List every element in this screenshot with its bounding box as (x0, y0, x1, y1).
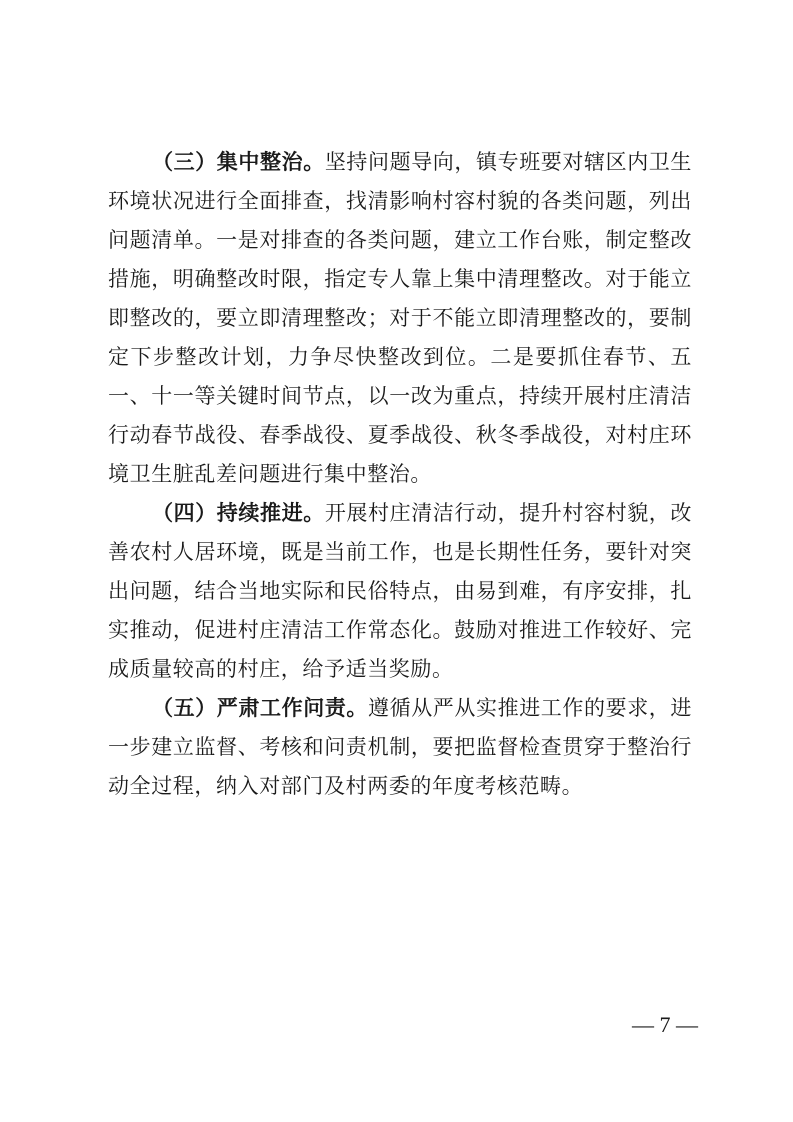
paragraph-concentrated-rectification (108, 143, 692, 494)
paragraph-text: 遵循从严从实推进工作的要求，进一步建立监督、考核和问责机制，要把监督检查贯穿于整治行动全过程，纳入对部门及村两委的年度考核范畴。 (108, 696, 692, 798)
paragraph-text: 坚持问题导向，镇专班要对辖区内卫生环境状况进行全面排查，找清影响村容村貌的各类问题，列出问题清单。一是对排查的各类问题，建立工作台账，制定整改措施，明确整改时限，指定专人靠上集中清理整改。对于能立即整改的，要立即清理整改；对于不能立即清理整改的，要制定下步整改计划，力争尽快整改到位。二是要抓住春节、五一、十一等关键时间节点，以一改为重点，持续开展村庄清洁行动春节战役、春季战役、夏季战役、秋冬季战役，对村庄环境卫生脏乱差问题进行集中整治。 (108, 150, 693, 486)
section-heading: （五）严肃工作问责。 (152, 696, 368, 720)
paragraph-strict-accountability (108, 689, 692, 806)
page-number: — 7 — (632, 1012, 698, 1037)
paragraph-continuous-advancement (108, 494, 692, 689)
document-body (108, 143, 692, 806)
section-heading: （四）持续推进。 (152, 501, 325, 525)
paragraph-text: 开展村庄清洁行动，提升村容村貌，改善农村人居环境，既是当前工作，也是长期性任务，要针对突出问题，结合当地实际和民俗特点，由易到难，有序安排，扎实推动，促进村庄清洁工作常态化。鼓励对推进工作较好、完成质量较高的村庄，给予适当奖励。 (108, 501, 693, 681)
section-heading: （三）集中整治。 (152, 150, 325, 174)
